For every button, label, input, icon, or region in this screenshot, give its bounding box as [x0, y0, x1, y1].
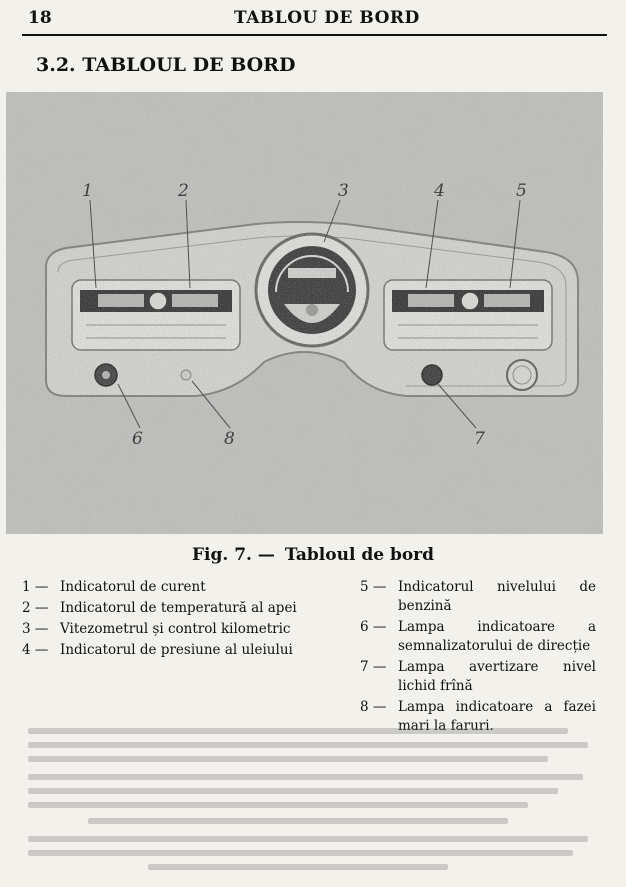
legend-number: 4 — — [22, 642, 49, 658]
figure-label: Fig. 7. — — [191, 545, 275, 565]
legend-item — [22, 641, 312, 660]
legend-number: 5 — — [360, 579, 387, 595]
legend-number: 6 — — [360, 619, 387, 635]
legend-right-column — [360, 578, 596, 738]
legend-number: 7 — — [360, 659, 387, 675]
bleed-through-text — [28, 718, 598, 878]
legend-number: 3 — — [22, 621, 49, 637]
legend-item — [22, 578, 312, 597]
page-number: 18 — [28, 8, 52, 28]
page-header — [22, 6, 607, 36]
section-title: 3.2. TABLOUL DE BORD — [36, 54, 296, 76]
legend-number: 2 — — [22, 600, 49, 616]
legend-text: Lampa avertizare nivel lichid frînă — [398, 659, 596, 694]
legend-number: 1 — — [22, 579, 49, 595]
legend-text: Indicatorul de presiune al uleiului — [60, 642, 293, 658]
legend-text: Lampa indicatoare a semnalizatorului de direcție — [398, 619, 596, 654]
legend-item — [360, 578, 596, 616]
running-title: TABLOU DE BORD — [234, 8, 420, 28]
legend-text: Indicatorul de temperatură al apei — [60, 600, 297, 616]
legend-item — [22, 599, 312, 618]
legend-text: Vitezometrul și control kilometric — [60, 621, 291, 637]
legend-number: 8 — — [360, 699, 387, 715]
legend-text: Lampa indicatoare a fazei mari la faruri. — [398, 699, 596, 734]
dashboard-photo — [6, 92, 603, 534]
figure-title: Tabloul de bord — [284, 545, 435, 565]
legend-text: Indicatorul de curent — [60, 579, 206, 595]
legend-item — [360, 618, 596, 656]
figure-caption — [0, 545, 626, 565]
legend-text: Indicatorul nivelului de benzină — [398, 579, 596, 614]
legend-item — [22, 620, 312, 639]
legend-item — [360, 658, 596, 696]
dashboard-illustration — [6, 92, 603, 534]
legend-left-column — [22, 578, 312, 662]
